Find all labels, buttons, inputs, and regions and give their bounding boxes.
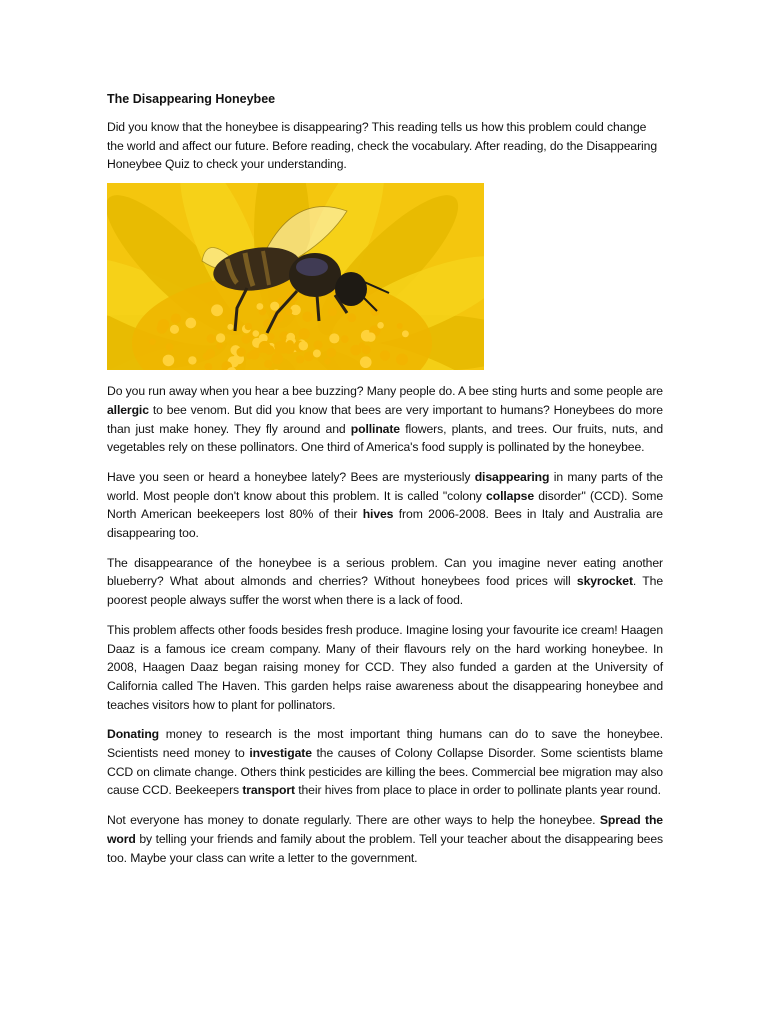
vocabulary-word: skyrocket	[576, 574, 633, 589]
vocabulary-word: disappearing	[474, 469, 550, 484]
body-paragraph	[107, 468, 663, 543]
body-paragraph	[107, 725, 663, 800]
paragraph-text: their hives from place to place in order to pollinate plants year round.	[294, 783, 661, 798]
paragraph-text: The disappearance of the honeybee is a serious problem. Can you imagine never eating another blueberry? What about almonds and cherries? Without honeybees food prices will	[107, 555, 663, 589]
document-title: The Disappearing Honeybee	[107, 92, 276, 106]
vocabulary-word: Donating	[107, 727, 160, 742]
paragraph-text: disorder" (CCD). Some North American beekeepers lost 80% of their	[107, 488, 664, 522]
paragraph-text: to bee venom. But did you know that bees are very important to humans? Honeybees do more than just make honey. They fly around and	[107, 402, 663, 436]
intro-paragraph: Did you know that the honeybee is disappearing? This reading tells us how this problem could change the world and affect our future. Before reading, check the vocabulary. After reading, do the Disappearing Honeybee Quiz to check your understanding.	[107, 120, 658, 172]
honeybee-photo	[107, 183, 484, 370]
vocabulary-word: pollinate	[350, 421, 400, 436]
vocabulary-word: hives	[362, 507, 394, 522]
paragraph-text: . The poorest people always suffer the worst when there is a lack of food.	[107, 574, 663, 608]
paragraph-text: in many parts of the world. Most people don't know about this problem. It is called "colony	[107, 469, 663, 503]
paragraph-text: Do you run away when you hear a bee buzzing? Many people do. A bee sting hurts and some people are	[107, 384, 663, 399]
paragraph-text: by telling your friends and family about the problem. Tell your teacher about the disappearing bees too. Maybe your class can write a letter to the government.	[107, 831, 663, 865]
vocabulary-word: allergic	[107, 402, 149, 417]
paragraph-text: This problem affects other foods besides fresh produce. Imagine losing your favourite ice cream! Haagen Daaz is a famous ice cream company. Many of their flavours rely on the hard working honeybee. In 2008, Haagen Daaz began raising money for CCD. They also funded a garden at the University of California called The Haven. This garden helps raise awareness about the disappearing honeybee and teaches visitors how to plant for pollinators.	[107, 622, 663, 712]
paragraph-text: Not everyone has money to donate regularly. There are other ways to help the honeybee.	[107, 813, 600, 828]
paragraph-text: money to research is the most important thing humans can do to save the honeybee. Scientists need money to	[107, 727, 663, 761]
body-paragraph	[107, 811, 663, 867]
body-paragraphs	[107, 382, 663, 867]
vocabulary-word: Spread the word	[107, 813, 663, 846]
paragraph-text: the causes of Colony Collapse Disorder. Some scientists blame CCD on climate change. Others think pesticides are killing the bees. Commercial bee migration may also cause CCD. Beekeepers	[107, 746, 663, 798]
vocabulary-word: investigate	[249, 746, 312, 761]
vocabulary-word: collapse	[486, 488, 535, 503]
body-paragraph	[107, 554, 663, 610]
honeybee-on-flower-image	[107, 183, 484, 370]
body-paragraph	[107, 382, 663, 457]
document-page	[107, 90, 663, 878]
paragraph-text: Have you seen or heard a honeybee lately? Bees are mysteriously	[107, 469, 475, 484]
paragraph-text: flowers, plants, and trees. Our fruits, nuts, and vegetables rely on these pollinators. One third of America's food supply is pollinated by the honeybee.	[107, 421, 663, 455]
body-paragraph	[107, 621, 663, 715]
paragraph-text: from 2006-2008. Bees in Italy and Australia are disappearing too.	[107, 507, 663, 541]
vocabulary-word: transport	[242, 783, 295, 798]
